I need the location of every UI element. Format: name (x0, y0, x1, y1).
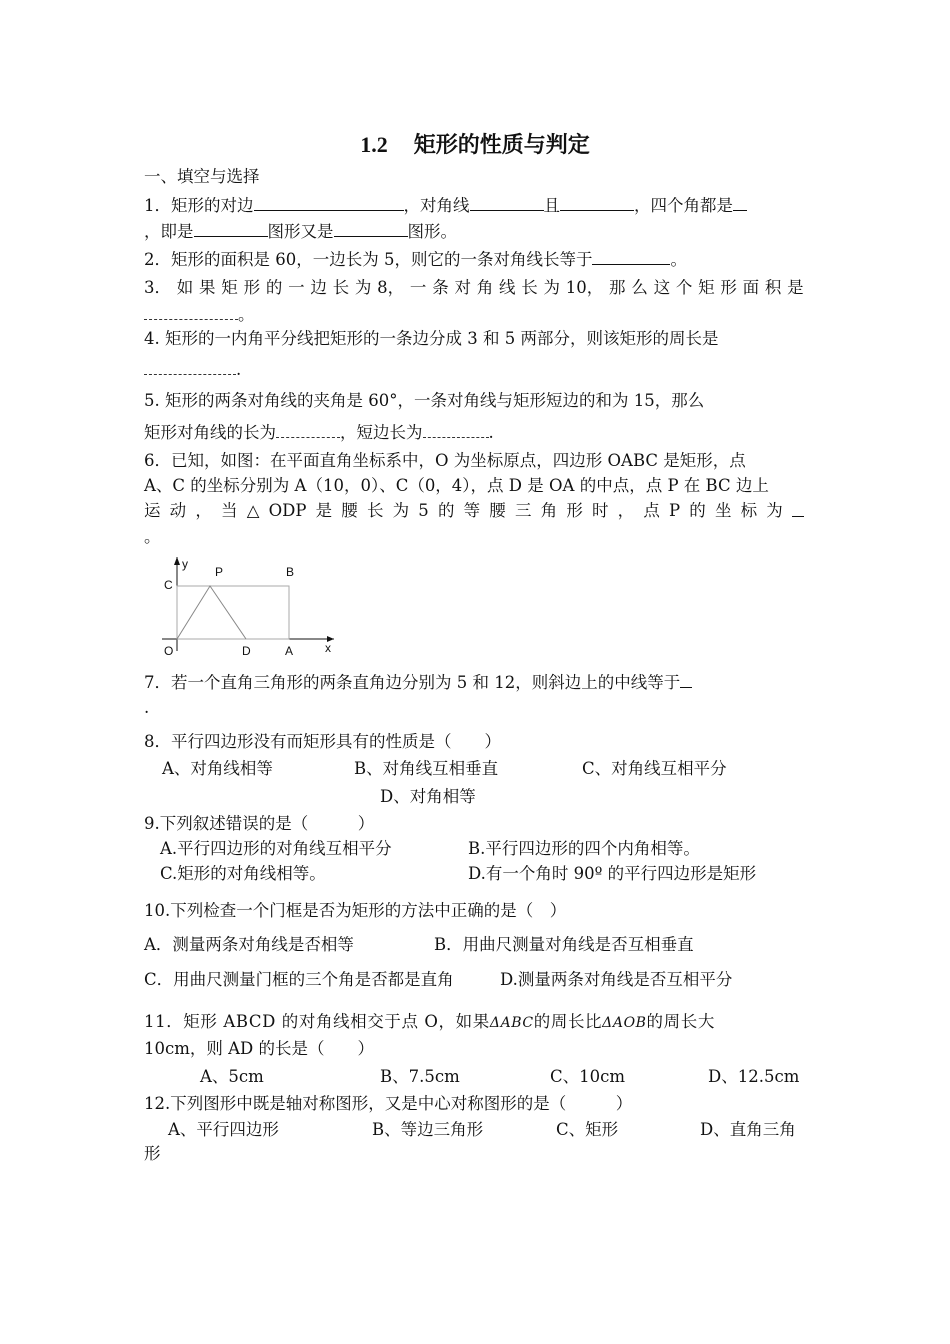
text-segment: 的 (689, 501, 706, 520)
answer-blank[interactable] (144, 358, 236, 375)
question-7: 7．若一个直角三角形的两条直角边分别为 5 和 12，则斜边上的中线等于 (144, 671, 692, 694)
text-segment: ， (617, 501, 635, 520)
label-y: y (182, 557, 188, 571)
answer-blank[interactable] (560, 194, 634, 211)
text-segment: 角 (540, 501, 558, 520)
answer-blank[interactable] (144, 303, 238, 320)
text-segment: 等 (463, 501, 481, 520)
text-segment: 运 (144, 501, 161, 520)
triangle-abc-symbol: ΔABC (489, 1015, 534, 1031)
text-segment: 是 (787, 278, 804, 297)
q9-option-c[interactable]: C.矩形的对角线相等。 (160, 864, 326, 883)
text-segment: 为 (766, 501, 783, 520)
text-segment: 的 (437, 501, 455, 520)
text-segment: 形 (566, 501, 583, 520)
text-segment: 积 (764, 278, 782, 297)
triangle-odp (177, 586, 246, 639)
text-segment: 腰 (489, 501, 506, 520)
question-12-stem: 12.下列图形中既是轴对称图形，又是中心对称图形的是（ ） (144, 1094, 633, 1113)
question-10-stem: 10.下列检查一个门框是否为矩形的方法中正确的是（ ） (144, 901, 567, 920)
question-6-line-4: 。 (144, 527, 161, 546)
text-segment: 矩 (698, 278, 715, 297)
text-segment: P (669, 501, 681, 520)
q12-option-c[interactable]: C、矩形 (556, 1120, 619, 1139)
text-segment: 线 (498, 278, 516, 297)
text-segment: 点 (643, 501, 660, 520)
text-segment: 形 (243, 278, 261, 297)
text-segment: 为 (354, 278, 372, 297)
answer-blank[interactable] (680, 671, 692, 688)
text-segment: 坐 (714, 501, 732, 520)
label-b: B (286, 565, 295, 579)
question-9-stem: 9.下列叙述错误的是（ ） (144, 814, 375, 833)
q12-option-d[interactable]: D、直角三角 (700, 1120, 796, 1139)
question-11-line-1: 11．矩形 ABCD 的对角线相交于点 O，如果ΔABC的周长比ΔAOB的周长大 (144, 1012, 715, 1031)
answer-blank[interactable] (276, 421, 340, 438)
q11-option-c[interactable]: C、10cm (550, 1067, 626, 1086)
q10-option-c[interactable]: C．用曲尺测量门框的三个角是否都是直角 (144, 970, 454, 989)
text-segment: 面 (742, 278, 760, 297)
label-a: A (285, 644, 294, 657)
text-segment: 5 (418, 501, 429, 520)
q9-option-a[interactable]: A.平行四边形的对角线互相平分 (160, 839, 392, 858)
label-p: P (215, 565, 224, 579)
text-segment: 3． (144, 278, 171, 297)
question-1-line-2: ，即是 图形又是 图形。 (144, 222, 457, 241)
text-segment: 那 (609, 278, 626, 297)
text-segment: ODP (268, 501, 307, 520)
text-segment: 当 (221, 501, 238, 520)
answer-blank[interactable] (733, 194, 747, 211)
text-segment: 为 (543, 278, 561, 297)
text-segment: 果 (199, 278, 216, 297)
label-o: O (164, 644, 174, 657)
q10-option-d[interactable]: D.测量两条对角线是否互相平分 (500, 970, 733, 989)
text-segment: 长 (332, 278, 350, 297)
q12-option-d-wrap: 形 (144, 1144, 161, 1163)
section-heading: 一、填空与选择 (144, 167, 260, 186)
question-1-line-1: 1．矩形的对边 ，对角线 且 ，四个角都是 (144, 194, 747, 217)
q12-option-a[interactable]: A、平行四边形 (168, 1120, 279, 1139)
text-segment: 时 (591, 501, 609, 520)
answer-blank[interactable] (194, 220, 268, 237)
text-segment: 条 (432, 278, 449, 297)
q8-option-d[interactable]: D、对角相等 (380, 787, 476, 806)
q9-option-b[interactable]: B.平行四边形的四个内角相等。 (468, 839, 700, 858)
question-8-stem: 8．平行四边形没有而矩形具有的性质是（ ） (144, 732, 501, 751)
answer-blank[interactable] (254, 194, 404, 211)
text-segment: 动 (169, 501, 187, 520)
text-segment: 10， (565, 278, 604, 297)
label-c: C (164, 578, 173, 592)
text-segment: 三 (514, 501, 532, 520)
text-segment: 个 (675, 278, 693, 297)
q11-option-b[interactable]: B、7.5cm (380, 1067, 460, 1086)
question-7-line-2: . (144, 698, 150, 717)
coordinate-figure (158, 553, 340, 657)
answer-blank[interactable] (423, 421, 489, 438)
q11-option-a[interactable]: A、5cm (200, 1067, 264, 1086)
text-segment: 对 (454, 278, 471, 297)
q9-option-d[interactable]: D.有一个角时 90º 的平行四边形是矩形 (468, 864, 757, 883)
text-segment: 是 (315, 501, 333, 520)
q10-option-b[interactable]: B．用曲尺测量对角线是否互相垂直 (434, 935, 694, 954)
question-5-line-1: 5. 矩形的两条对角线的夹角是 60°，一条对角线与矩形短边的和为 15，那么 (144, 391, 705, 410)
text-segment: 长 (521, 278, 538, 297)
question-6-line-3 (144, 500, 804, 522)
q8-option-c[interactable]: C、对角线互相平分 (582, 759, 727, 778)
y-axis-arrow (174, 557, 180, 565)
question-3-line-1 (144, 277, 804, 299)
page-title: 1.2 矩形的性质与判定 (360, 132, 590, 158)
text-segment: ， (195, 501, 212, 520)
text-segment: 角 (476, 278, 494, 297)
text-segment: 长 (366, 501, 384, 520)
question-4: 4. 矩形的一内角平分线把矩形的一条边分成 3 和 5 两部分，则该矩形的周长是 (144, 329, 719, 348)
text-segment: 这 (653, 278, 671, 297)
question-4-line-2: . (144, 358, 241, 381)
answer-blank[interactable] (592, 248, 670, 265)
text-segment: 标 (740, 501, 758, 520)
text-segment: 一 (409, 278, 427, 297)
question-6-line-1: 6．已知，如图：在平面直角坐标系中，O 为坐标原点，四边形 OABC 是矩形，点 (144, 451, 746, 470)
question-5-line-2: 矩形对角线的长为 ，短边长为 . (144, 423, 494, 442)
label-x: x (325, 641, 331, 655)
answer-blank[interactable] (334, 220, 408, 237)
text-segment: 矩 (221, 278, 238, 297)
text-segment: 为 (392, 501, 410, 520)
text-segment: 腰 (341, 501, 358, 520)
text-segment: 8， (377, 278, 405, 297)
text-segment: 边 (310, 278, 327, 297)
q8-option-b[interactable]: B、对角线互相垂直 (354, 759, 499, 778)
answer-blank[interactable] (792, 500, 804, 517)
text-segment: △ (246, 501, 260, 520)
question-3-line-2: 。 (144, 303, 255, 326)
text-segment: 的 (265, 278, 283, 297)
label-d: D (242, 644, 251, 657)
question-2: 2．矩形的面积是 60，一边长为 5，则它的一条对角线长等于 。 (144, 250, 687, 269)
q10-option-a[interactable]: A．测量两条对角线是否相等 (144, 935, 354, 954)
text-segment: 形 (720, 278, 737, 297)
text-segment: 么 (631, 278, 648, 297)
text-segment: 一 (288, 278, 305, 297)
q11-option-d[interactable]: D、12.5cm (708, 1067, 800, 1086)
q8-option-a[interactable]: A、对角线相等 (162, 759, 273, 778)
question-11-line-2: 10cm，则 AD 的长是（ ） (144, 1039, 375, 1058)
q12-option-b[interactable]: B、等边三角形 (372, 1120, 484, 1139)
question-6-line-2: A、C 的坐标分别为 A（10，0）、C（0，4），点 D 是 OA 的中点，点 P 在 BC 边上 (144, 476, 769, 495)
text-segment: 如 (176, 278, 194, 297)
triangle-aob-symbol: ΔAOB (602, 1015, 647, 1031)
answer-blank[interactable] (470, 194, 544, 211)
